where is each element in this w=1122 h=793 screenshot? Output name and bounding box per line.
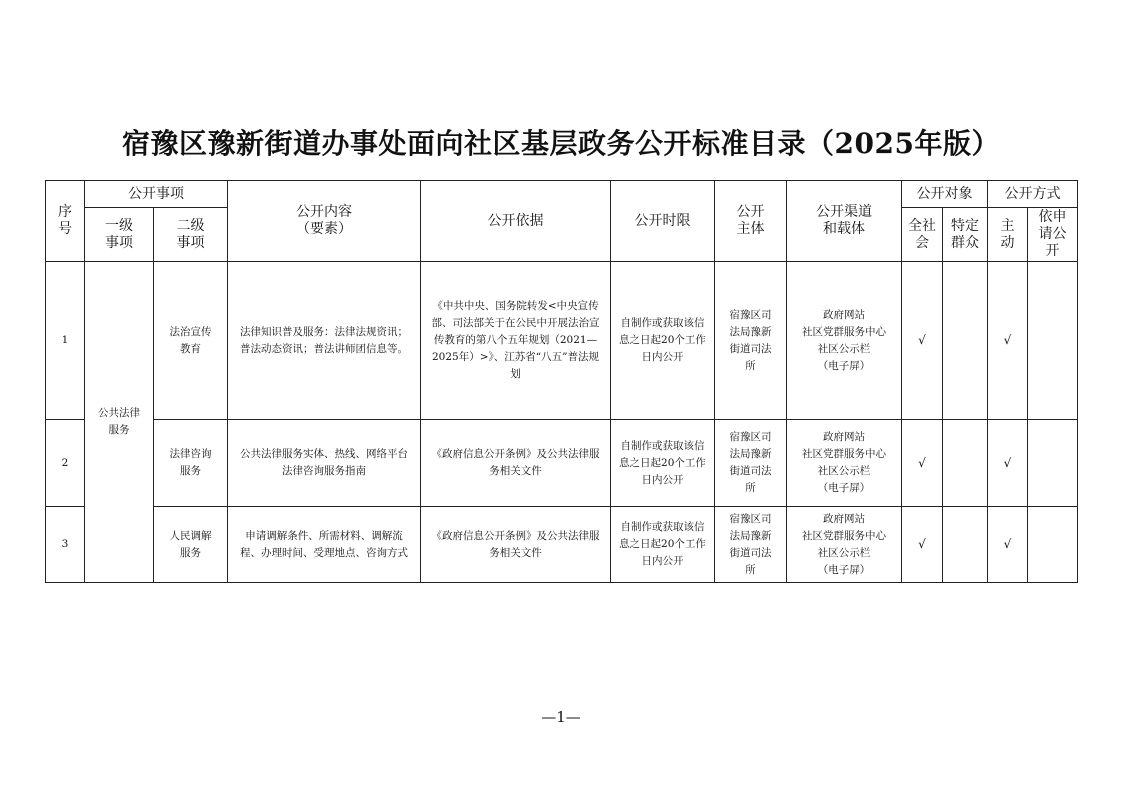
- table-row: [46, 507, 1078, 583]
- row-level2: 人民调解 服务: [154, 507, 228, 583]
- row-subject: 宿豫区司 法局豫新 街道司法 所: [715, 420, 787, 507]
- row-content: 法律知识普及服务：法律法规资讯；普法动态资讯；普法讲师团信息等。: [228, 262, 421, 420]
- header-audience-group: 公开对象: [902, 181, 988, 208]
- row-channel: 政府网站 社区党群服务中心 社区公示栏 （电子屏）: [787, 262, 902, 420]
- header-row-1: [46, 181, 1078, 208]
- row-on-request-check: [1028, 262, 1078, 420]
- row-all-society-check: √: [902, 507, 943, 583]
- header-content: 公开内容 （要素）: [228, 181, 421, 262]
- header-specific-groups: 特定 群众: [943, 208, 988, 262]
- header-item-group: 公开事项: [85, 181, 228, 208]
- row-level2: 法治宣传 教育: [154, 262, 228, 420]
- catalog-table: [45, 180, 1078, 583]
- row-active-check: √: [988, 507, 1028, 583]
- table-row: [46, 420, 1078, 507]
- row-channel: 政府网站 社区党群服务中心 社区公示栏 （电子屏）: [787, 507, 902, 583]
- header-on-request: 依申 请公 开: [1028, 208, 1078, 262]
- table-row: [46, 262, 1078, 420]
- row-on-request-check: [1028, 507, 1078, 583]
- header-basis: 公开依据: [421, 181, 611, 262]
- row-specific-groups-check: [943, 507, 988, 583]
- row-basis: 《政府信息公开条例》及公共法律服务相关文件: [421, 507, 611, 583]
- header-active: 主 动: [988, 208, 1028, 262]
- row-active-check: √: [988, 262, 1028, 420]
- row-subject: 宿豫区司 法局豫新 街道司法 所: [715, 507, 787, 583]
- row-specific-groups-check: [943, 262, 988, 420]
- row-on-request-check: [1028, 420, 1078, 507]
- row-active-check: √: [988, 420, 1028, 507]
- row-specific-groups-check: [943, 420, 988, 507]
- row-basis: 《政府信息公开条例》及公共法律服务相关文件: [421, 420, 611, 507]
- row-all-society-check: √: [902, 420, 943, 507]
- row-content: 公共法律服务实体、热线、网络平台法律咨询服务指南: [228, 420, 421, 507]
- header-all-society: 全社 会: [902, 208, 943, 262]
- level1-item: 公共法律 服务: [85, 262, 154, 583]
- header-level2: 二级 事项: [154, 208, 228, 262]
- header-time-limit: 公开时限: [611, 181, 715, 262]
- row-all-society-check: √: [902, 262, 943, 420]
- header-seq: 序 号: [46, 181, 85, 262]
- row-seq: 3: [46, 507, 85, 583]
- row-level2: 法律咨询 服务: [154, 420, 228, 507]
- row-time-limit: 自制作或获取该信息之日起20个工作日内公开: [611, 507, 715, 583]
- row-basis: 《中共中央、国务院转发<中央宣传部、司法部关于在公民中开展法治宣传教育的第八个五年规划（2021—2025年）>》、江苏省“八五”普法规划: [421, 262, 611, 420]
- page-number: —1—: [541, 708, 581, 726]
- header-method-group: 公开方式: [988, 181, 1078, 208]
- row-seq: 2: [46, 420, 85, 507]
- row-seq: 1: [46, 262, 85, 420]
- header-channel: 公开渠道 和载体: [787, 181, 902, 262]
- document-title: 宿豫区豫新街道办事处面向社区基层政务公开标准目录（2025年版）: [122, 127, 1000, 160]
- header-level1: 一级 事项: [85, 208, 154, 262]
- row-channel: 政府网站 社区党群服务中心 社区公示栏 （电子屏）: [787, 420, 902, 507]
- row-content: 申请调解条件、所需材料、调解流程、办理时间、受理地点、咨询方式: [228, 507, 421, 583]
- header-subject: 公开 主体: [715, 181, 787, 262]
- row-time-limit: 自制作或获取该信息之日起20个工作日内公开: [611, 420, 715, 507]
- row-subject: 宿豫区司 法局豫新 街道司法 所: [715, 262, 787, 420]
- row-time-limit: 自制作或获取该信息之日起20个工作日内公开: [611, 262, 715, 420]
